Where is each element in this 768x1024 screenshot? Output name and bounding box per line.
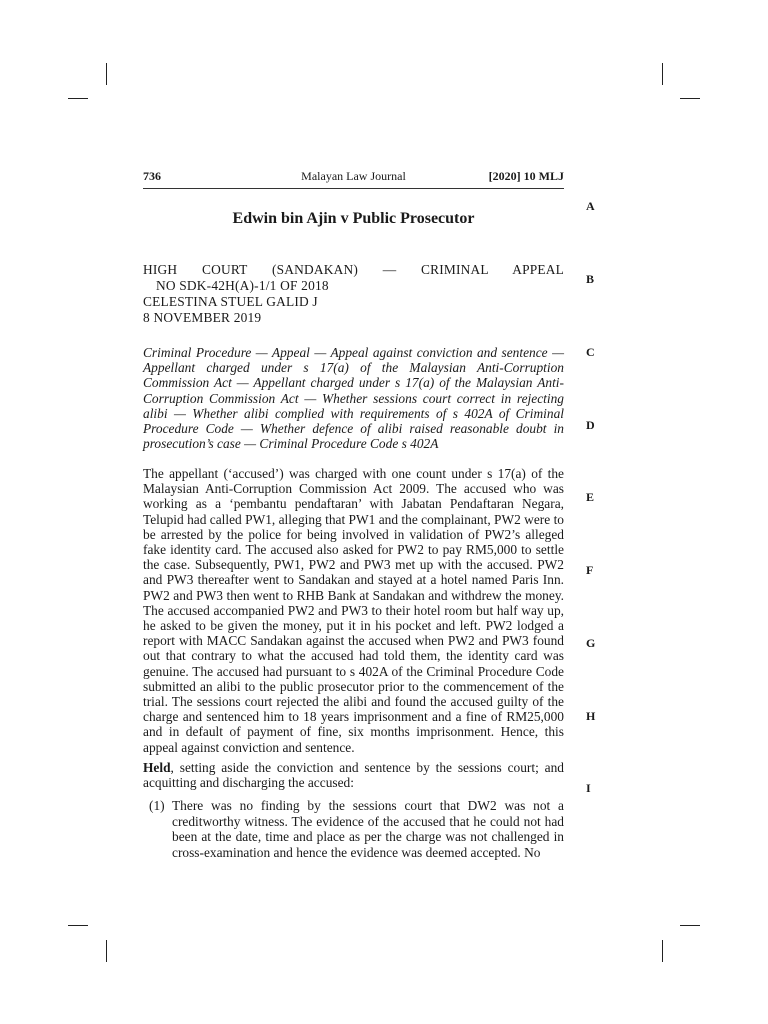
- crop-mark-bottom-left-v: [106, 940, 107, 962]
- court-line: HIGH COURT (SANDAKAN) — CRIMINAL APPEAL: [143, 262, 564, 277]
- margin-letter-b: B: [586, 272, 595, 286]
- margin-letter-g: G: [586, 636, 596, 650]
- margin-letter-a: A: [586, 199, 595, 213]
- margin-letter-c: C: [586, 345, 595, 359]
- holding-number: (1): [149, 798, 165, 813]
- crop-mark-top-left-h: [68, 98, 88, 99]
- citation: [2020] 10 MLJ: [488, 169, 564, 183]
- header-rule: [143, 188, 564, 189]
- crop-mark-bottom-right-h: [680, 925, 700, 926]
- journal-name: Malayan Law Journal: [301, 169, 406, 183]
- margin-letter-e: E: [586, 490, 595, 504]
- held-paragraph: [143, 760, 564, 790]
- crop-mark-bottom-right-v: [662, 940, 663, 962]
- running-header: [143, 169, 564, 187]
- crop-mark-top-right-h: [680, 98, 700, 99]
- case-title: Edwin bin Ajin v Public Prosecutor: [232, 210, 475, 227]
- crop-mark-bottom-left-h: [68, 925, 88, 926]
- margin-letter-d: D: [586, 418, 595, 432]
- page-number: 736: [143, 169, 161, 183]
- margin-letter-i: I: [586, 781, 591, 795]
- court-info: [143, 262, 564, 326]
- catchwords: Criminal Procedure — Appeal — Appeal against conviction and sentence — Appellant charged under s 17(a) of the Malaysian Anti-Corruption Commission Act — Appellant charged under s 17(a) of the Malaysian Anti-Corruption Commission Act — Whether sessions court correct in rejecting alibi — Whether alibi complied with requirements of s 402A of Criminal Procedure Code — Whether defence of alibi raised reasonable doubt in prosecution’s case — Criminal Procedure Code s 402A: [143, 345, 564, 452]
- margin-letter-f: F: [586, 563, 594, 577]
- crop-mark-top-left-v: [106, 63, 107, 85]
- crop-mark-top-right-v: [662, 63, 663, 85]
- judge-name: CELESTINA STUEL GALID J: [143, 294, 318, 309]
- decision-date: 8 NOVEMBER 2019: [143, 310, 262, 325]
- held-text: , setting aside the conviction and sentence by the sessions court; and acquitting and discharging the accused:: [143, 760, 564, 791]
- margin-letter-h: H: [586, 709, 596, 723]
- held-label: Held: [143, 760, 171, 775]
- headnote-paragraph: The appellant (‘accused’) was charged with one count under s 17(a) of the Malaysian Anti-Corruption Commission Act 2009. The accused who was working as a ‘pembantu pendaftaran’ with Jabatan Pendaftaran Negara, Telupid had called PW1, alleging that PW1 and the complainant, PW2 were to be arrested by the police for being involved in validation of PW2’s alleged fake identity card. The accused also asked for PW2 to pay RM5,000 to settle the case. Subsequently, PW1, PW2 and PW3 met up with the accused. PW2 and PW3 thereafter went to Sandakan and stayed at a hotel named Paris Inn. PW2 and PW3 then went to RHB Bank at Sandakan and withdrew the money. The accused accompanied PW2 and PW3 to their hotel room but half way up, he asked to be given the money, put it in his pocket and left. PW2 lodged a report with MACC Sandakan against the accused when PW2 and PW3 found out that contrary to what the accused had told them, the identity card was genuine. The accused had pursuant to s 402A of the Criminal Procedure Code submitted an alibi to the public prosecutor prior to the commencement of the trial. The sessions court rejected the alibi and found the accused guilty of the charge and sentenced him to 18 years imprisonment and a fine of RM25,000 and in default of payment of fine, six months imprisonment. Hence, this appeal against conviction and sentence.: [143, 466, 564, 755]
- holding-item: [143, 798, 564, 861]
- holding-text: There was no finding by the sessions court that DW2 was not a creditworthy witness. The evidence of the accused that he could not had been at the date, time and place as per the charge was not challenged in cross-examination and hence the evidence was deemed accepted. No: [172, 798, 564, 861]
- case-number: NO SDK-42H(A)-1/1 OF 2018: [156, 278, 329, 293]
